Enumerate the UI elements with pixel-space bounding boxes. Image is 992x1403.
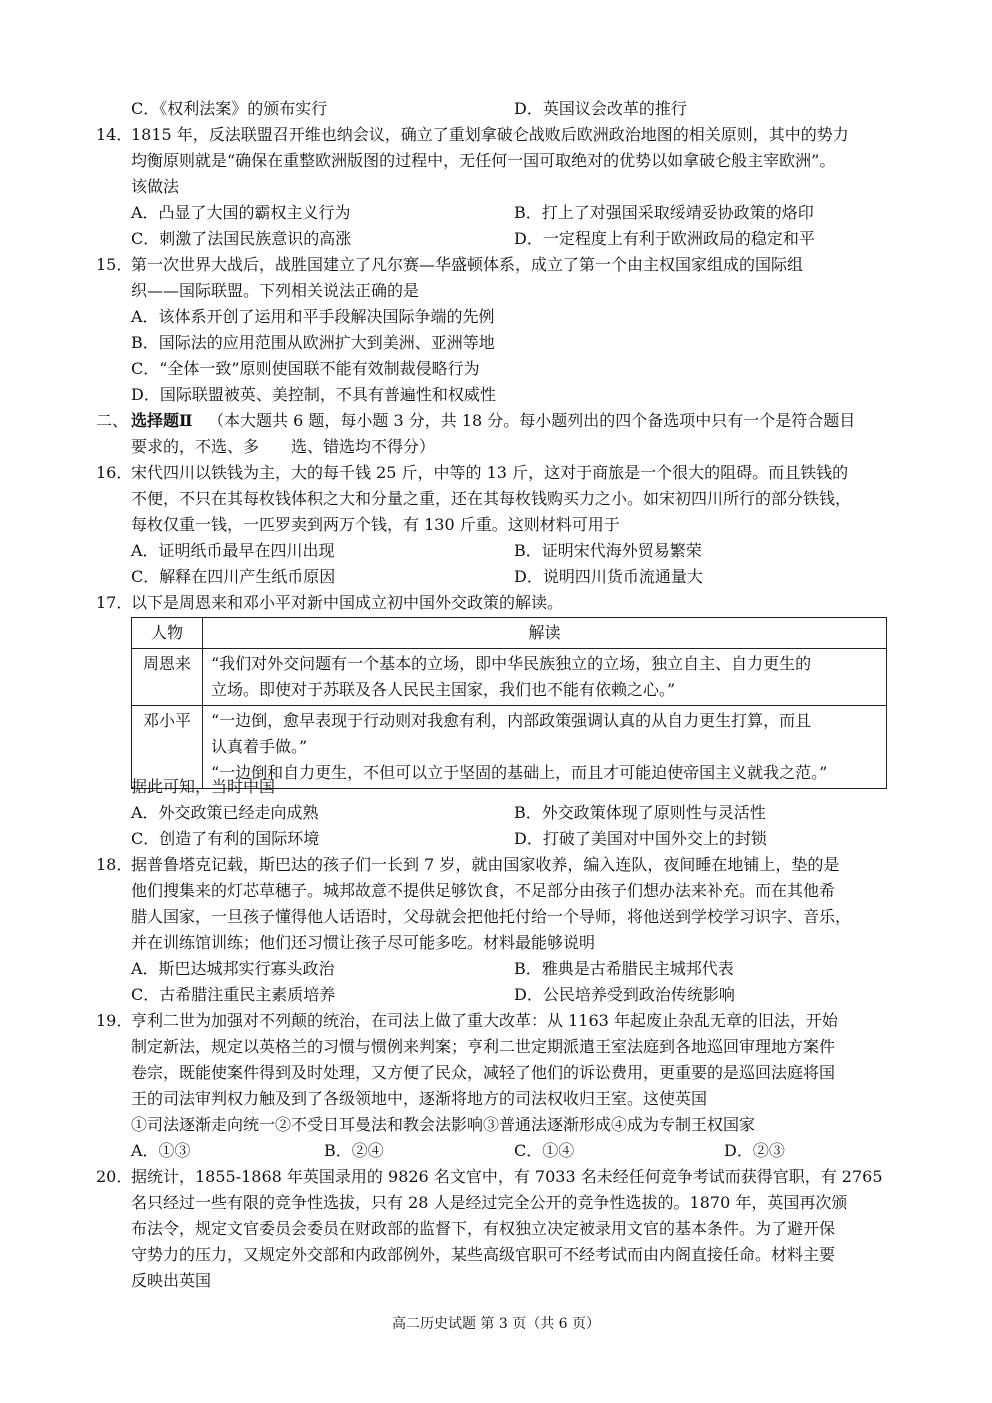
q14-number: 14． <box>96 125 133 144</box>
q18-stem-line2: 他们搜集来的灯芯草穗子。城邦故意不提供足够饮食，不足部分由孩子们想办法来补充。而在其他希 <box>131 881 836 900</box>
q13-option-c: C．《权利法案》的颁布实行 <box>131 99 328 118</box>
table-cell-quote <box>203 706 887 789</box>
q15-option-c: C．“全体一致”原则使国联不能有效制裁侵略行为 <box>131 359 480 378</box>
quote-line: 立场。即使对于苏联及各人民民主国家，我们也不能有依赖之心。” <box>211 680 676 699</box>
q20-stem-line3: 布法令，规定文官委员会委员在财政部的监督下，有权独立决定被录用文官的基本条件。为了避开保 <box>131 1219 836 1238</box>
table-cell-quote <box>203 649 887 706</box>
table-header-interpretation: 解读 <box>203 618 887 649</box>
q17-number: 17． <box>96 593 133 612</box>
q15-number: 15． <box>96 255 133 274</box>
q17-option-b: B．外交政策体现了原则性与灵活性 <box>514 803 766 822</box>
q14-stem-line1: 1815 年，反法联盟召开维也纳会议，确立了重划拿破仑战败后欧洲政治地图的相关原则，其中的势力 <box>131 125 849 144</box>
q15-option-a: A．该体系开创了运用和平手段解决国际争端的先例 <box>131 307 495 326</box>
q17-option-d: D．打破了美国对中国外交上的封锁 <box>514 829 767 848</box>
q13-option-d: D．英国议会改革的推行 <box>514 99 687 118</box>
table-header-row <box>132 618 887 649</box>
q20-stem-line5: 反映出英国 <box>131 1271 212 1290</box>
q18-stem-line4: 并在训练馆训练；他们还习惯让孩子尽可能多吃。材料最能够说明 <box>131 933 596 952</box>
q18-option-d: D．公民培养受到政治传统影响 <box>514 985 735 1004</box>
q20-stem-line1: 据统计，1855-1868 年英国录用的 9826 名文官中，有 7033 名未经任何竞争考试而获得官职，有 2765 <box>131 1167 883 1186</box>
q20-stem-line2: 名只经过一些有限的竞争性选拔，只有 28 人是经过完全公开的竞争性选拔的。1870 年，英国再次颁 <box>131 1193 848 1212</box>
q18-number: 18． <box>96 855 133 874</box>
q19-option-d: D．②③ <box>724 1141 785 1160</box>
q16-stem-line3: 每枚仅重一钱，一匹罗卖到两万个钱，有 130 斤重。这则材料可用于 <box>131 515 620 534</box>
q16-number: 16． <box>96 463 133 482</box>
q18-option-a: A．斯巴达城邦实行寡头政治 <box>131 959 335 978</box>
q18-option-c: C．古希腊注重民主素质培养 <box>131 985 336 1004</box>
q19-option-b: B．②④ <box>324 1141 384 1160</box>
q16-stem-line2: 不便，不只在其每枚钱体积之大和分量之重，还在其每枚钱购买力之小。如宋初四川所行的部分铁钱， <box>131 489 852 508</box>
quote-line: 认真着手做。” <box>211 737 308 756</box>
q18-stem-line3: 腊人国家，一旦孩子懂得他人话语时，父母就会把他托付给一个导师，将他送到学校学习识字、音乐， <box>131 907 852 926</box>
table-cell-person: 周恩来 <box>132 649 203 706</box>
q18-stem-line1: 据普鲁塔克记载，斯巴达的孩子们一长到 7 岁，就由国家收养，编入连队，夜间睡在地铺上，垫的是 <box>131 855 840 874</box>
page-footer: 高二历史试题 第 3 页（共 6 页） <box>391 1316 601 1332</box>
quote-line: “一边倒和自力更生，不但可以立于坚固的基础上，而且才可能迫使帝国主义就我之范。” <box>211 763 828 782</box>
table-header-person: 人物 <box>132 618 203 649</box>
q14-stem-line2: 均衡原则就是“确保在重整欧洲版图的过程中，无任何一国可取绝对的优势以如拿破仑般主宰欧洲”。 <box>131 151 836 170</box>
q19-stem-line1: 亨利二世为加强对不列颠的统治，在司法上做了重大改革：从 1163 年起废止杂乱无章的旧法，开始 <box>131 1011 838 1030</box>
q17-option-c: C．创造了有利的国际环境 <box>131 829 320 848</box>
q16-option-a: A．证明纸币最早在四川出现 <box>131 541 335 560</box>
q14-stem-line3: 该做法 <box>131 177 180 196</box>
q17-quote-table <box>131 617 887 789</box>
q19-number: 19． <box>96 1011 133 1030</box>
q14-option-b: B．打上了对强国采取绥靖妥协政策的烙印 <box>514 203 814 222</box>
q14-option-c: C．刺激了法国民族意识的高涨 <box>131 229 352 248</box>
q15-option-d: D．国际联盟被英、美控制，不具有普遍性和权威性 <box>131 385 496 404</box>
q14-option-a: A．凸显了大国的霸权主义行为 <box>131 203 351 222</box>
table-row <box>132 649 887 706</box>
q15-stem-line1: 第一次世界大战后，战胜国建立了凡尔赛—华盛顿体系，成立了第一个由主权国家组成的国际组 <box>131 255 804 274</box>
q15-stem-line2: 织——国际联盟。下列相关说法正确的是 <box>131 281 420 300</box>
q17-stem: 以下是周恩来和邓小平对新中国成立初中国外交政策的解读。 <box>131 593 564 612</box>
q19-stem-line3: 卷宗，既能使案件得到及时处理，又方便了民众，减轻了他们的诉讼费用，更重要的是巡回法庭将国 <box>131 1063 836 1082</box>
section2-number: 二、 <box>96 411 129 430</box>
table-cell-person: 邓小平 <box>132 706 203 789</box>
q19-option-c: C．①④ <box>514 1141 575 1160</box>
q17-option-a: A．外交政策已经走向成熟 <box>131 803 319 822</box>
quote-line: “一边倒，愈早表现于行动则对我愈有利，内部政策强调认真的从自力更生打算，而且 <box>211 711 812 730</box>
q19-option-a: A．①③ <box>131 1141 191 1160</box>
q20-number: 20． <box>96 1167 133 1186</box>
q19-stem-line4: 王的司法审判权力触及到了各级领地中，逐渐将地方的司法权收归王室。这使英国 <box>131 1089 708 1108</box>
section2-title: 选择题Ⅱ <box>131 411 193 430</box>
q16-option-c: C．解释在四川产生纸币原因 <box>131 567 336 586</box>
q14-option-d: D．一定程度上有利于欧洲政局的稳定和平 <box>514 229 815 248</box>
section2-instructions-line2: 要求的，不选、多 选、错选均不得分） <box>131 437 436 456</box>
q16-stem-line1: 宋代四川以铁钱为主，大的每千钱 25 斤，中等的 13 斤，这对于商旅是一个很大的阻碍。而且铁钱的 <box>131 463 849 482</box>
q16-option-b: B．证明宋代海外贸易繁荣 <box>514 541 702 560</box>
q19-statements: ①司法逐渐走向统一②不受日耳曼法和教会法影响③普通法逐渐形成④成为专制王权国家 <box>131 1115 756 1134</box>
q20-stem-line4: 守势力的压力，又规定外交部和内政部例外，某些高级官职可不经考试而由内阁直接任命。材料主要 <box>131 1245 836 1264</box>
q18-option-b: B．雅典是古希腊民主城邦代表 <box>514 959 734 978</box>
q17-followup: 据此可知，当时中国 <box>131 777 276 796</box>
q16-option-d: D．说明四川货币流通量大 <box>514 567 703 586</box>
q15-option-b: B．国际法的应用范围从欧洲扩大到美洲、亚洲等地 <box>131 333 495 352</box>
section2-instructions-line1: （本大题共 6 题，每小题 3 分，共 18 分。每小题列出的四个备选项中只有一个是符合题目 <box>208 411 856 430</box>
q19-stem-line2: 制定新法，规定以英格兰的习惯与惯例来判案；亨利二世定期派遣王室法庭到各地巡回审理地方案件 <box>131 1037 836 1056</box>
quote-line: “我们对外交问题有一个基本的立场，即中华民族独立的立场，独立自主、自力更生的 <box>211 654 812 673</box>
